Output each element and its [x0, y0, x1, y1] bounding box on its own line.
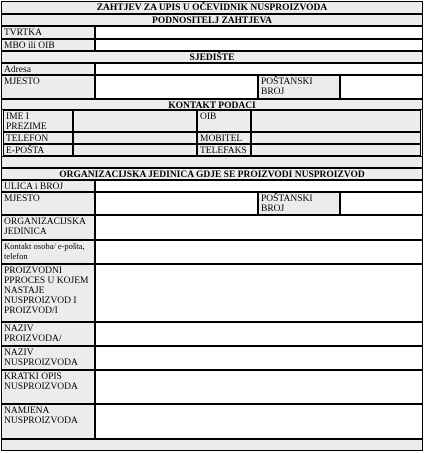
section-org-jedinica: ORGANIZACIJSKA JEDINICA GDJE SE PROIZVODI NUSPROIZVOD — [1, 168, 423, 180]
spacer-row — [1, 156, 423, 168]
section-kontakt: KONTAKT PODACI — [1, 99, 423, 110]
section-podnositelj: PODNOSITELJ ZAHTJEVA — [1, 14, 423, 26]
label-org-jedinica: ORGANIZACIJSKA JEDINICA — [1, 215, 95, 240]
input-naziv-proizvoda[interactable] — [95, 322, 423, 346]
input-kratki-opis[interactable] — [95, 370, 423, 404]
label-adresa: Adresa — [1, 63, 95, 75]
input-postanski-broj[interactable] — [340, 75, 423, 99]
input-kontakt-osoba[interactable] — [95, 240, 423, 264]
input-oib[interactable] — [251, 110, 421, 132]
input-org-jedinica[interactable] — [95, 215, 423, 240]
input-naziv-nusproizvoda[interactable] — [95, 346, 423, 370]
label-naziv-proizvoda: NAZIV PROIZVODA/ — [1, 322, 95, 346]
footer-row — [1, 439, 423, 451]
label-eposta: E-POŠTA — [3, 144, 73, 156]
input-mobitel[interactable] — [251, 132, 421, 144]
label-mjesto: MJESTO — [1, 75, 95, 99]
label-telefon: TELEFON — [3, 132, 73, 144]
input-adresa[interactable] — [95, 63, 423, 75]
input-org-postanski-broj[interactable] — [340, 192, 423, 215]
label-telefaks: TELEFAKS — [197, 144, 251, 156]
label-org-mjesto: MJESTO — [1, 192, 95, 215]
input-tvrtka[interactable] — [95, 26, 423, 39]
input-ulica-broj[interactable] — [95, 180, 423, 192]
label-postanski-broj: POŠTANSKI BROJ — [258, 75, 340, 99]
section-sjediste: SJEDIŠTE — [1, 51, 423, 63]
input-proizvodni-proces[interactable] — [95, 264, 423, 322]
label-mobitel: MOBITEL — [197, 132, 251, 144]
label-kontakt-osoba: Kontakt osoba/ e-pošta, telefon — [1, 240, 95, 264]
label-proizvodni-proces: PROIZVODNI PPROCES U KOJEM NASTAJE NUSPROIZVOD I PROIZVOD/I — [1, 264, 95, 322]
label-tvrtka: TVRTKA — [1, 26, 95, 39]
input-mbo-oib[interactable] — [95, 39, 423, 51]
input-ime-prezime[interactable] — [73, 110, 197, 132]
label-org-postanski-broj: POŠTANSKI BROJ — [258, 192, 340, 215]
input-eposta[interactable] — [73, 144, 197, 156]
label-oib: OIB — [197, 110, 251, 132]
input-namjena[interactable] — [95, 404, 423, 439]
input-mjesto[interactable] — [95, 75, 258, 99]
input-telefon[interactable] — [73, 132, 197, 144]
input-telefaks[interactable] — [251, 144, 421, 156]
form-title: ZAHTJEV ZA UPIS U OČEVIDNIK NUSPROIZVODA — [1, 1, 423, 14]
label-namjena: NAMJENA NUSPROIZVODA — [1, 404, 95, 439]
label-ulica-broj: ULICA i BROJ — [1, 180, 95, 192]
label-naziv-nusproizvoda: NAZIV NUSPROIZVODA — [1, 346, 95, 370]
input-org-mjesto[interactable] — [95, 192, 258, 215]
label-ime-prezime: IME I PREZIME — [3, 110, 73, 132]
label-kratki-opis: KRATKI OPIS NUSPROIZVODA — [1, 370, 95, 404]
label-mbo-oib: MBO ili OIB — [1, 39, 95, 51]
